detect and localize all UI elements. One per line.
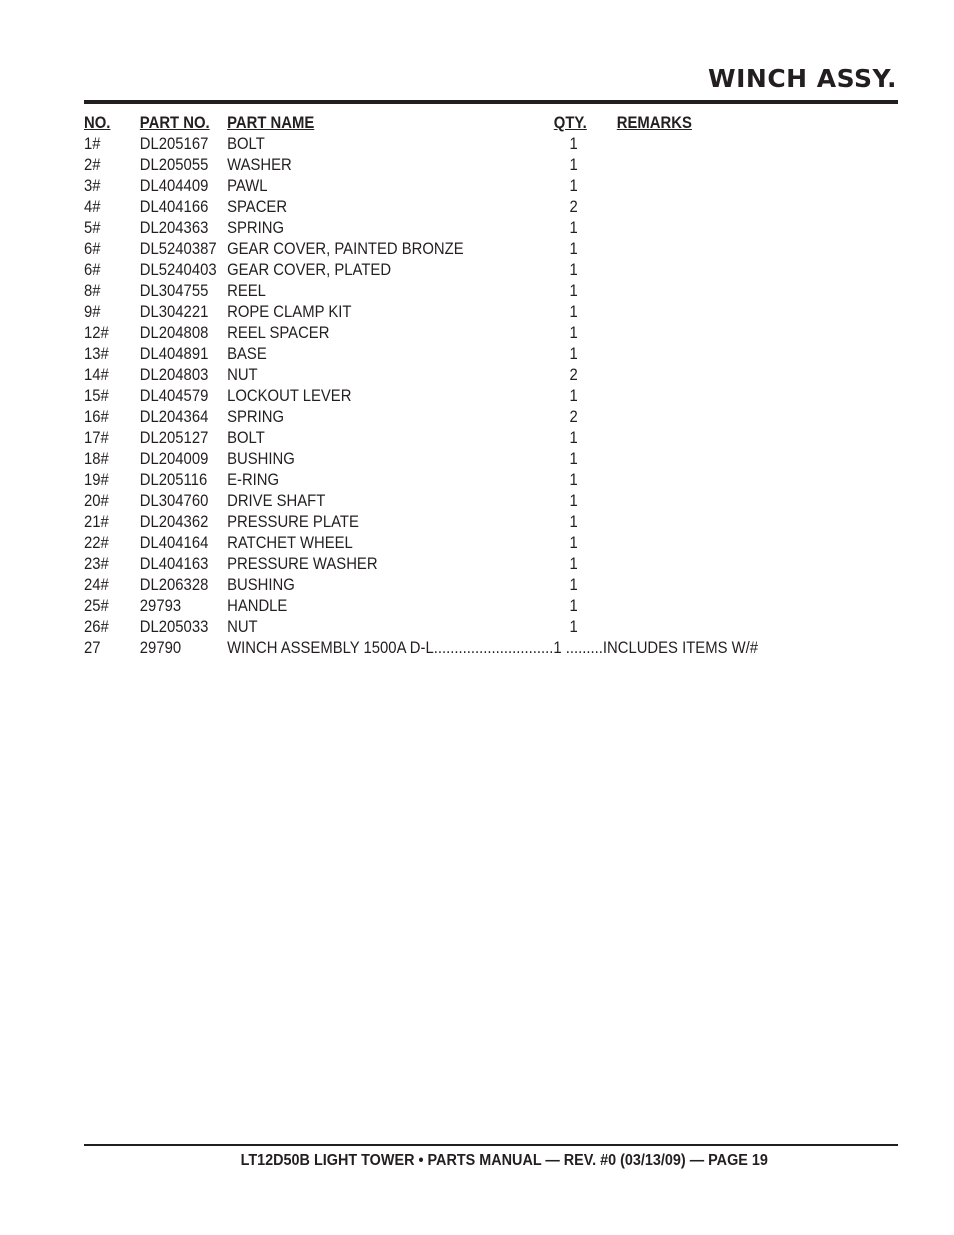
cell-qty: 1 xyxy=(569,513,578,531)
cell-qty: 1 xyxy=(569,177,578,195)
cell-part-name: RATCHET WHEEL xyxy=(227,534,353,552)
cell-part-name: WASHER xyxy=(227,156,292,174)
cell-no: 23# xyxy=(84,555,109,573)
cell-part-no: DL205033 xyxy=(139,618,209,636)
header-remarks: REMARKS xyxy=(616,114,692,132)
cell-qty: 2 xyxy=(569,366,578,384)
cell-part-name: PRESSURE WASHER xyxy=(227,555,378,573)
cell-no: 26# xyxy=(84,618,109,636)
parts-table xyxy=(84,113,768,659)
cell-part-name: BOLT xyxy=(227,135,265,153)
cell-part-no: DL205116 xyxy=(139,471,208,489)
cell-part-name: SPACER xyxy=(227,198,288,216)
cell-no: 6# xyxy=(84,240,101,258)
table-row xyxy=(84,512,768,533)
table-row xyxy=(84,596,768,617)
cell-part-no: DL404163 xyxy=(139,555,209,573)
cell-part-no: DL204362 xyxy=(139,513,209,531)
cell-qty: 1 xyxy=(569,618,578,636)
cell-part-no: DL5240387 xyxy=(139,240,217,258)
cell-part-name: SPRING xyxy=(227,219,285,237)
cell-qty: 1 xyxy=(569,492,578,510)
table-row xyxy=(84,218,768,239)
cell-part-no: 29790 xyxy=(139,639,182,657)
cell-qty: 1 xyxy=(569,219,578,237)
cell-part-name: NUT xyxy=(227,366,258,384)
cell-no: 17# xyxy=(84,429,109,447)
footer-text: LT12D50B LIGHT TOWER • PARTS MANUAL — REV. #0 (03/13/09) — PAGE 19 xyxy=(240,1152,768,1169)
cell-qty: 1 xyxy=(569,597,578,615)
cell-no: 16# xyxy=(84,408,109,426)
cell-part-no: DL205167 xyxy=(139,135,209,153)
cell-part-no: 29793 xyxy=(139,597,182,615)
cell-part-name: BUSHING xyxy=(227,450,295,468)
table-body xyxy=(84,134,768,638)
page-title: WINCH ASSY. xyxy=(708,64,897,93)
cell-no: 4# xyxy=(84,198,101,216)
cell-qty: 1 xyxy=(569,450,578,468)
table-row xyxy=(84,554,768,575)
table-row xyxy=(84,281,768,302)
table-row xyxy=(84,365,768,386)
table-row xyxy=(84,323,768,344)
cell-part-no: DL5240403 xyxy=(139,261,217,279)
cell-part-no: DL404579 xyxy=(139,387,209,405)
cell-no: 20# xyxy=(84,492,109,510)
cell-part-no: DL204009 xyxy=(139,450,209,468)
cell-part-name: BOLT xyxy=(227,429,265,447)
cell-qty: 1 xyxy=(569,240,578,258)
cell-qty: 1 xyxy=(569,261,578,279)
cell-part-no: DL205055 xyxy=(139,156,209,174)
table-header xyxy=(84,113,768,134)
header-part-name: PART NAME xyxy=(227,114,315,132)
cell-part-no: DL404409 xyxy=(139,177,209,195)
table-row xyxy=(84,533,768,554)
cell-part-no: DL404166 xyxy=(139,198,209,216)
cell-no: 13# xyxy=(84,345,109,363)
cell-part-name: BUSHING xyxy=(227,576,295,594)
cell-qty: 1 xyxy=(569,534,578,552)
cell-no: 21# xyxy=(84,513,109,531)
table-row xyxy=(84,386,768,407)
cell-part-name: PRESSURE PLATE xyxy=(227,513,359,531)
cell-qty: 1 xyxy=(569,324,578,342)
cell-part-name: DRIVE SHAFT xyxy=(227,492,326,510)
cell-no: 8# xyxy=(84,282,101,300)
cell-part-name: REEL SPACER xyxy=(227,324,330,342)
footer-divider xyxy=(84,1144,898,1146)
table-row xyxy=(84,617,768,638)
table-row xyxy=(84,470,768,491)
cell-no: 12# xyxy=(84,324,109,342)
cell-part-no: DL404164 xyxy=(139,534,209,552)
table-row xyxy=(84,197,768,218)
cell-no: 15# xyxy=(84,387,109,405)
header-part-no: PART NO. xyxy=(139,114,210,132)
cell-no: 14# xyxy=(84,366,109,384)
cell-part-no: DL304221 xyxy=(139,303,209,321)
cell-part-name: GEAR COVER, PLATED xyxy=(227,261,392,279)
cell-part-name: LOCKOUT LEVER xyxy=(227,387,352,405)
cell-part-no: DL204808 xyxy=(139,324,209,342)
cell-part-name: SPRING xyxy=(227,408,285,426)
cell-part-name: E-RING xyxy=(227,471,280,489)
cell-no: 27 xyxy=(84,639,101,657)
cell-qty: 1 xyxy=(569,345,578,363)
cell-part-no: DL204803 xyxy=(139,366,209,384)
cell-part-name: GEAR COVER, PAINTED BRONZE xyxy=(227,240,464,258)
cell-qty: 1 xyxy=(569,303,578,321)
table-row xyxy=(84,134,768,155)
cell-no: 2# xyxy=(84,156,101,174)
table-row xyxy=(84,407,768,428)
cell-part-no: DL206328 xyxy=(139,576,209,594)
table-row xyxy=(84,344,768,365)
table-row xyxy=(84,302,768,323)
cell-no: 1# xyxy=(84,135,101,153)
cell-qty: 1 xyxy=(569,555,578,573)
table-row xyxy=(84,491,768,512)
cell-qty: 1 xyxy=(569,387,578,405)
cell-part-no: DL205127 xyxy=(139,429,209,447)
table-row xyxy=(84,260,768,281)
cell-no: 25# xyxy=(84,597,109,615)
table-row xyxy=(84,449,768,470)
cell-part-name: ROPE CLAMP KIT xyxy=(227,303,352,321)
table-row xyxy=(84,428,768,449)
cell-no: 22# xyxy=(84,534,109,552)
cell-part-no: DL204364 xyxy=(139,408,209,426)
cell-qty: 1 xyxy=(569,156,578,174)
cell-no: 5# xyxy=(84,219,101,237)
cell-part-name: PAWL xyxy=(227,177,268,195)
cell-no: 9# xyxy=(84,303,101,321)
cell-part-no: DL404891 xyxy=(139,345,209,363)
cell-part-name: REEL xyxy=(227,282,266,300)
table-row-assembly xyxy=(84,638,768,659)
cell-part-name: NUT xyxy=(227,618,258,636)
header-no: NO. xyxy=(84,114,111,132)
table-row xyxy=(84,239,768,260)
cell-part-name: BASE xyxy=(227,345,267,363)
cell-qty: 1 xyxy=(569,429,578,447)
header-qty: QTY. xyxy=(553,114,587,132)
cell-part-no: DL304760 xyxy=(139,492,209,510)
cell-no: 3# xyxy=(84,177,101,195)
cell-no: 6# xyxy=(84,261,101,279)
page-footer xyxy=(0,1152,954,1170)
cell-qty: 2 xyxy=(569,198,578,216)
cell-qty: 1 xyxy=(569,471,578,489)
title-divider xyxy=(84,100,898,104)
cell-part-no: DL204363 xyxy=(139,219,209,237)
cell-part-no: DL304755 xyxy=(139,282,209,300)
cell-no: 18# xyxy=(84,450,109,468)
cell-part-name: HANDLE xyxy=(227,597,288,615)
cell-no: 24# xyxy=(84,576,109,594)
cell-qty: 1 xyxy=(569,135,578,153)
cell-qty: 1 xyxy=(569,576,578,594)
table-row xyxy=(84,575,768,596)
cell-no: 19# xyxy=(84,471,109,489)
cell-assembly-line: WINCH ASSEMBLY 1500A D-L.............................1 .........INCLUDES ITEMS W/# xyxy=(227,639,759,657)
table-row xyxy=(84,155,768,176)
cell-qty: 2 xyxy=(569,408,578,426)
cell-qty: 1 xyxy=(569,282,578,300)
table-row xyxy=(84,176,768,197)
